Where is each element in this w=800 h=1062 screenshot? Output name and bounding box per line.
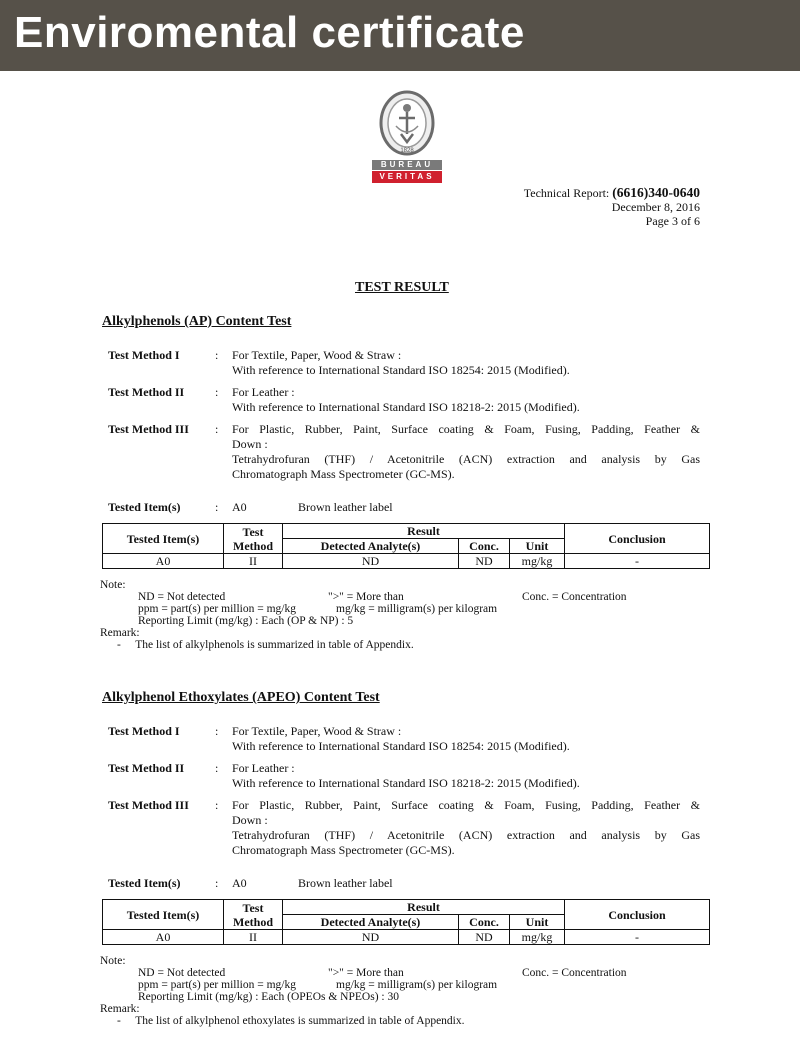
- cell-method: II: [224, 554, 283, 569]
- method-label: Test Method I: [108, 724, 180, 738]
- method-line: With reference to International Standard ISO 18218-2: 2015 (Modified).: [232, 400, 580, 414]
- cell-item: A0: [103, 930, 224, 945]
- th-test-method: Test Method: [224, 524, 283, 554]
- method-label: Test Method III: [108, 422, 189, 436]
- note-limit: Reporting Limit (mg/kg) : Each (OPEOs & NPEOs) : 30: [138, 991, 399, 1003]
- note-ppm: ppm = part(s) per million = mg/kg: [138, 979, 296, 991]
- th-unit: Unit: [510, 539, 565, 554]
- notes-block: [100, 579, 720, 651]
- logo-veritas-text: VERITAS: [372, 171, 442, 183]
- note-mgkg: mg/kg = milligram(s) per kilogram: [336, 603, 498, 615]
- method-line: For Textile, Paper, Wood & Straw :: [232, 348, 402, 362]
- cell-item: A0: [103, 554, 224, 569]
- note-nd: ND = Not detected: [138, 967, 226, 979]
- th-conclusion: Conclusion: [565, 524, 710, 554]
- note-more: ">" = More than: [328, 967, 404, 979]
- note-ppm: ppm = part(s) per million = mg/kg: [138, 603, 296, 615]
- th-result: Result: [283, 524, 565, 539]
- tested-items-line: Tested Item(s) : A0 Brown leather label: [108, 500, 393, 514]
- report-date: December 8, 2016: [611, 200, 700, 214]
- cell-conc: ND: [459, 930, 510, 945]
- method-label: Test Method II: [108, 761, 185, 775]
- tested-items-line: Tested Item(s) : A0 Brown leather label: [108, 876, 393, 890]
- cell-unit: mg/kg: [510, 930, 565, 945]
- section-title: Alkylphenols (AP) Content Test: [102, 314, 292, 329]
- apeo-section: [100, 690, 720, 1027]
- remark-text: The list of alkylphenol ethoxylates is summarized in table of Appendix.: [135, 1015, 465, 1027]
- test-method-1: Test Method I : For Textile, Paper, Wood & Straw : With reference to International Standard ISO 18254: 2015 (Modified).: [108, 348, 720, 378]
- remark-item: - The list of alkylphenol ethoxylates is summarized in table of Appendix.: [117, 1015, 465, 1027]
- note-limit: Reporting Limit (mg/kg) : Each (OP & NP) : 5: [138, 615, 354, 627]
- remark-item: - The list of alkylphenols is summarized in table of Appendix.: [117, 639, 414, 651]
- section-title: Alkylphenol Ethoxylates (APEO) Content Test: [102, 690, 380, 705]
- note-label: Note:: [100, 579, 126, 591]
- method-line: For Textile, Paper, Wood & Straw :: [232, 724, 402, 738]
- remark-text: The list of alkylphenols is summarized in table of Appendix.: [135, 639, 414, 651]
- th-tested-items: Tested Item(s): [103, 900, 224, 930]
- th-conclusion: Conclusion: [565, 900, 710, 930]
- report-info: [524, 186, 700, 228]
- method-label: Test Method II: [108, 385, 185, 399]
- cell-conclusion: -: [565, 930, 710, 945]
- report-number-line: [524, 186, 700, 200]
- remark-label: Remark:: [100, 627, 140, 639]
- table-row: [103, 930, 710, 945]
- cell-analyte: ND: [283, 554, 459, 569]
- method-line: For Leather :: [232, 761, 295, 775]
- method-line: With reference to International Standard ISO 18254: 2015 (Modified).: [232, 739, 570, 753]
- test-method-3: Test Method III : For Plastic, Rubber, Paint, Surface coating & Foam, Fusing, Padding, Feather & Down : Tetrahydrofuran (THF) / Acetonitrile (ACN) extraction and analysis by Gas Chromatograph Mass Spectrometer (GC-MS).: [108, 422, 700, 481]
- result-table: [102, 899, 710, 945]
- cell-unit: mg/kg: [510, 554, 565, 569]
- cell-analyte: ND: [283, 930, 459, 945]
- remark-label: Remark:: [100, 1003, 140, 1015]
- method-line: Tetrahydrofuran (THF) / Acetonitrile (ACN) extraction and analysis by Gas: [232, 452, 700, 466]
- tested-code: A0: [232, 876, 247, 890]
- method-line: For Plastic, Rubber, Paint, Surface coating & Foam, Fusing, Padding, Feather &: [232, 798, 700, 812]
- th-result: Result: [283, 900, 565, 915]
- tested-code: A0: [232, 500, 247, 514]
- th-conc: Conc.: [459, 915, 510, 930]
- logo-bureau-text: BUREAU: [372, 160, 442, 170]
- th-test-method: Test Method: [224, 900, 283, 930]
- test-method-2: Test Method II : For Leather : With reference to International Standard ISO 18218-2: 2015 (Modified).: [108, 385, 720, 415]
- note-label: Note:: [100, 955, 126, 967]
- method-line: With reference to International Standard ISO 18254: 2015 (Modified).: [232, 363, 570, 377]
- table-row: [103, 554, 710, 569]
- note-nd: ND = Not detected: [138, 591, 226, 603]
- ap-section: [100, 314, 720, 651]
- tested-desc: Brown leather label: [298, 876, 393, 890]
- tested-desc: Brown leather label: [298, 500, 393, 514]
- title-banner: [0, 0, 800, 71]
- test-method-1: Test Method I : For Textile, Paper, Wood & Straw : With reference to International Standard ISO 18254: 2015 (Modified).: [108, 724, 720, 754]
- th-tested-items: Tested Item(s): [103, 524, 224, 554]
- report-number: (6616)340-0640: [612, 185, 700, 200]
- method-line: For Leather :: [232, 385, 295, 399]
- test-method-3: Test Method III : For Plastic, Rubber, Paint, Surface coating & Foam, Fusing, Padding, Feather & Down : Tetrahydrofuran (THF) / Acetonitrile (ACN) extraction and analysis by Gas Chromatograph Mass Spectrometer (GC-MS).: [108, 798, 700, 857]
- note-more: ">" = More than: [328, 591, 404, 603]
- tested-label: Tested Item(s): [108, 500, 181, 514]
- method-line: Tetrahydrofuran (THF) / Acetonitrile (ACN) extraction and analysis by Gas: [232, 828, 700, 842]
- method-line: Down :: [232, 437, 268, 451]
- result-table: [102, 523, 710, 569]
- method-line: For Plastic, Rubber, Paint, Surface coating & Foam, Fusing, Padding, Feather &: [232, 422, 700, 436]
- tested-label: Tested Item(s): [108, 876, 181, 890]
- th-analyte: Detected Analyte(s): [283, 915, 459, 930]
- method-line: Down :: [232, 813, 268, 827]
- seal-year: 1828: [400, 148, 414, 154]
- test-result-heading: TEST RESULT: [355, 280, 449, 295]
- bureau-veritas-logo: [372, 90, 444, 186]
- note-mgkg: mg/kg = milligram(s) per kilogram: [336, 979, 498, 991]
- method-line: With reference to International Standard ISO 18218-2: 2015 (Modified).: [232, 776, 580, 790]
- notes-block: [100, 955, 720, 1027]
- note-conc: Conc. = Concentration: [522, 591, 627, 603]
- report-prefix: Technical Report:: [523, 186, 610, 200]
- method-label: Test Method III: [108, 798, 189, 812]
- th-analyte: Detected Analyte(s): [283, 539, 459, 554]
- method-line: Chromatograph Mass Spectrometer (GC-MS).: [232, 843, 455, 857]
- banner-title: Enviromental certificate: [14, 8, 525, 57]
- method-line: Chromatograph Mass Spectrometer (GC-MS).: [232, 467, 455, 481]
- note-conc: Conc. = Concentration: [522, 967, 627, 979]
- cell-conclusion: -: [565, 554, 710, 569]
- method-label: Test Method I: [108, 348, 180, 362]
- cell-method: II: [224, 930, 283, 945]
- veritas-seal-icon: [379, 90, 435, 156]
- cell-conc: ND: [459, 554, 510, 569]
- report-page: Page 3 of 6: [645, 214, 700, 228]
- th-conc: Conc.: [459, 539, 510, 554]
- th-unit: Unit: [510, 915, 565, 930]
- test-method-2: Test Method II : For Leather : With reference to International Standard ISO 18218-2: 2015 (Modified).: [108, 761, 720, 791]
